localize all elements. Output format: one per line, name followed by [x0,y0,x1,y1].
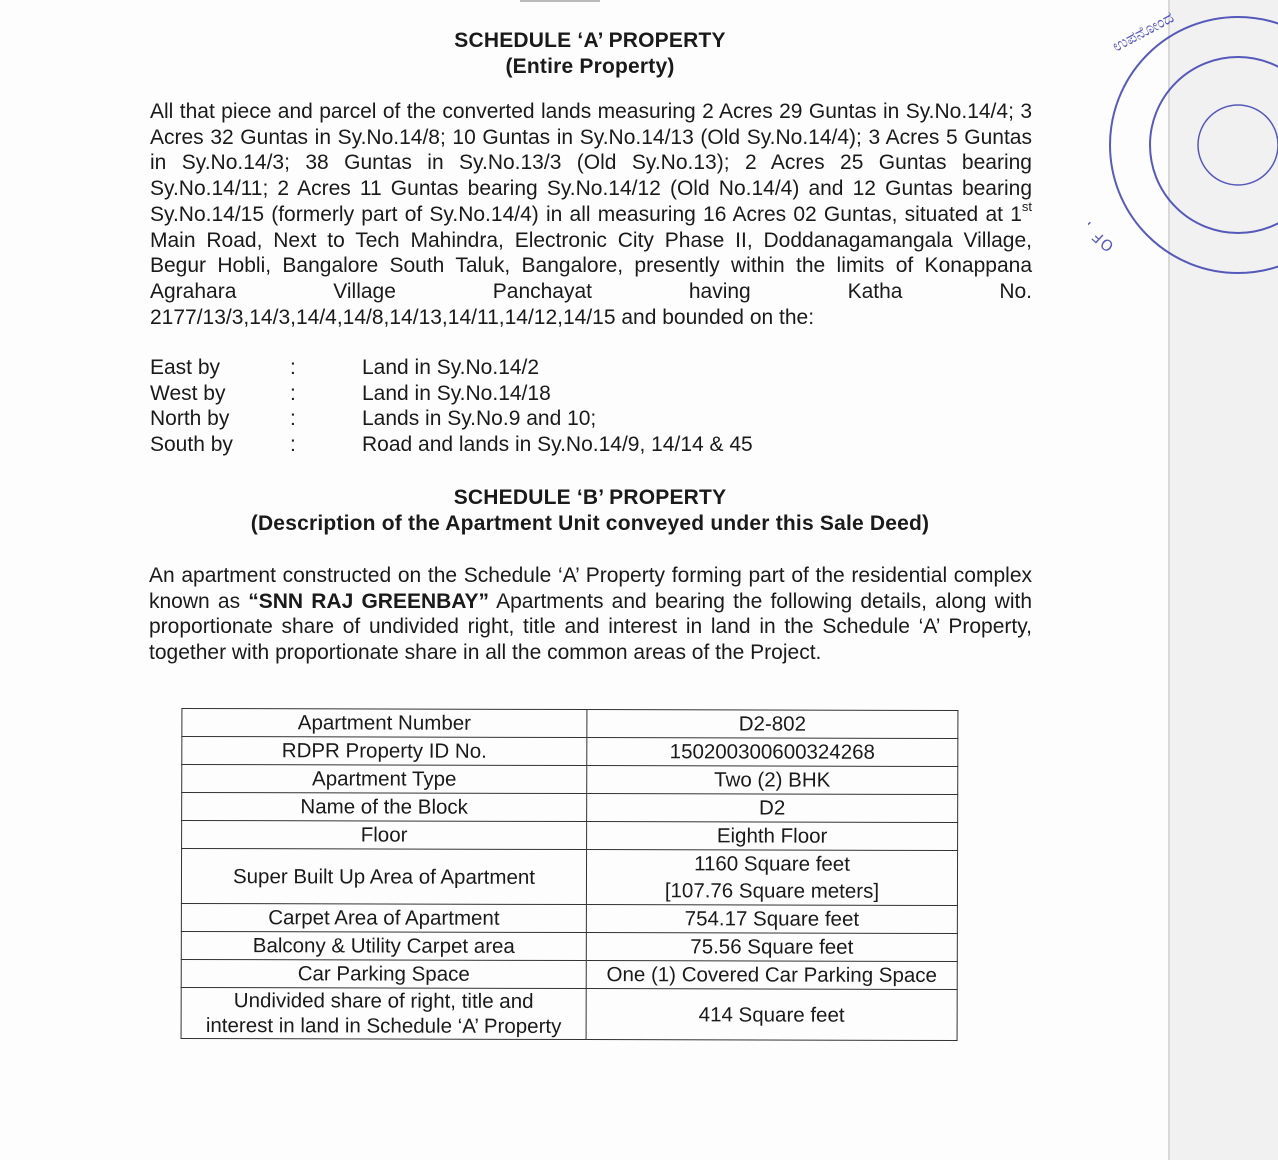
row-label: Super Built Up Area of Apartment [181,848,586,904]
row-value: 150200300600324268 [587,738,958,767]
schedule-a-subtitle: (Entire Property) [505,55,675,78]
row-value: D2-802 [587,710,958,739]
row-label: Balcony & Utility Carpet area [181,931,586,960]
boundary-direction: South by [150,433,233,457]
row-label-line2: interest in land in Schedule ‘A’ Property [205,1014,562,1038]
seal-stamp-icon [1088,10,1278,290]
row-value: 75.56 Square feet [586,933,957,962]
ordinal-suffix: st [1021,198,1032,214]
row-value-line2: [107.76 Square meters] [664,879,880,903]
row-label: Apartment Number [182,708,587,737]
schedule-a-text-part1: All that piece and parcel of the converted lands measuring 2 Acres 29 Guntas in Sy.No.14/4; 3 Acres 32 Guntas in Sy.No.14/8; 10 Guntas in Sy.No.14/13 (Old Sy.No.14/4); 3 Acres 5 Guntas in Sy.No.14/3; 38 Guntas in Sy.No.13/3 (Old Sy.No.13); 2 Acres 25 Guntas bearing Sy.No.14/11; 2 Acres 11 Guntas bearing Sy.No.14/12 (Old No.14/4) and 12 Guntas bearing Sy.No.14/15 (formerly part of Sy.No.14/4) in all measuring 16 Acres 02 Guntas, situated at 1 [150,100,1032,226]
row-value: 754.17 Square feet [586,905,957,934]
row-label: Car Parking Space [181,959,586,988]
table-row [181,848,957,905]
row-label-line1: Undivided share of right, title and [233,989,534,1013]
boundary-direction: East by [150,356,221,379]
row-value: One (1) Covered Car Parking Space [586,961,957,990]
boundary-value: Road and lands in Sy.No.14/9, 14/14 & 45 [362,433,753,457]
boundary-value: Lands in Sy.No.9 and 10; [362,407,597,431]
boundary-direction: West by [150,381,226,405]
row-label: Name of the Block [182,792,587,821]
table-row [181,959,957,989]
row-label [181,987,586,1039]
table-row [181,903,957,933]
boundary-separator: : [290,433,296,457]
schedule-a-text-part2: Main Road, Next to Tech Mahindra, Electronic City Phase II, Doddanagamangala Village, Begur Hobli, Bangalore South Taluk, Bangalore, presently within the limits of Konappana Agrahara Village Panchayat having Katha No. 2177/13/3,14/3,14/4,14/8,14/13,14/11,14/12,14/15 and bounded on the: [150,228,1032,329]
seal-top-text: ಉಪನೋಂದ [1108,10,1177,56]
schedule-b-subtitle: (Description of the Apartment Unit conveyed under this Sale Deed) [250,512,930,535]
table-row [182,764,958,794]
apartment-details-table [181,708,959,1041]
row-value: D2 [587,794,958,823]
schedule-b-description [149,563,1032,666]
row-value [586,850,957,906]
project-name: “SNN RAJ GREENBAY” [248,589,490,613]
row-value: Two (2) BHK [587,766,958,795]
row-value: 414 Square feet [586,989,957,1041]
boundary-separator: : [290,356,296,379]
schedule-a-title: SCHEDULE ‘A’ PROPERTY [454,29,726,52]
table-row [182,708,958,738]
boundary-separator: : [290,407,296,431]
table-row [182,792,958,822]
row-label: Carpet Area of Apartment [181,903,586,932]
row-value: Eighth Floor [587,822,958,851]
seal-outer-text: OF [1088,227,1118,256]
schedule-b-text-part2: Apartments and bearing the following details, along with proportionate share of undivided right, title and interest in land in the Schedule ‘A’ Property, together with proportionate share in all the common areas of the Project. [149,589,1032,665]
boundary-value: Land in Sy.No.14/18 [362,381,551,405]
table-row [182,820,958,850]
schedule-a-description [150,99,1032,330]
boundary-direction: North by [150,407,230,431]
table-row [182,736,958,766]
table-row [181,931,957,961]
row-value-line1: 1160 Square feet [694,852,850,876]
sub-registrar-seal [1088,10,1278,290]
schedule-b-title: SCHEDULE ‘B’ PROPERTY [453,486,727,509]
schedule-b-text-part1: An apartment constructed on the Schedule ‘A’ Property forming part of the residential complex known as [149,564,1032,613]
boundary-separator: : [290,381,296,405]
row-label: RDPR Property ID No. [182,736,587,765]
boundary-value: Land in Sy.No.14/2 [362,356,540,379]
page-top-mark [520,0,600,6]
table-row [181,987,957,1040]
row-label: Floor [182,820,587,849]
row-label: Apartment Type [182,764,587,793]
